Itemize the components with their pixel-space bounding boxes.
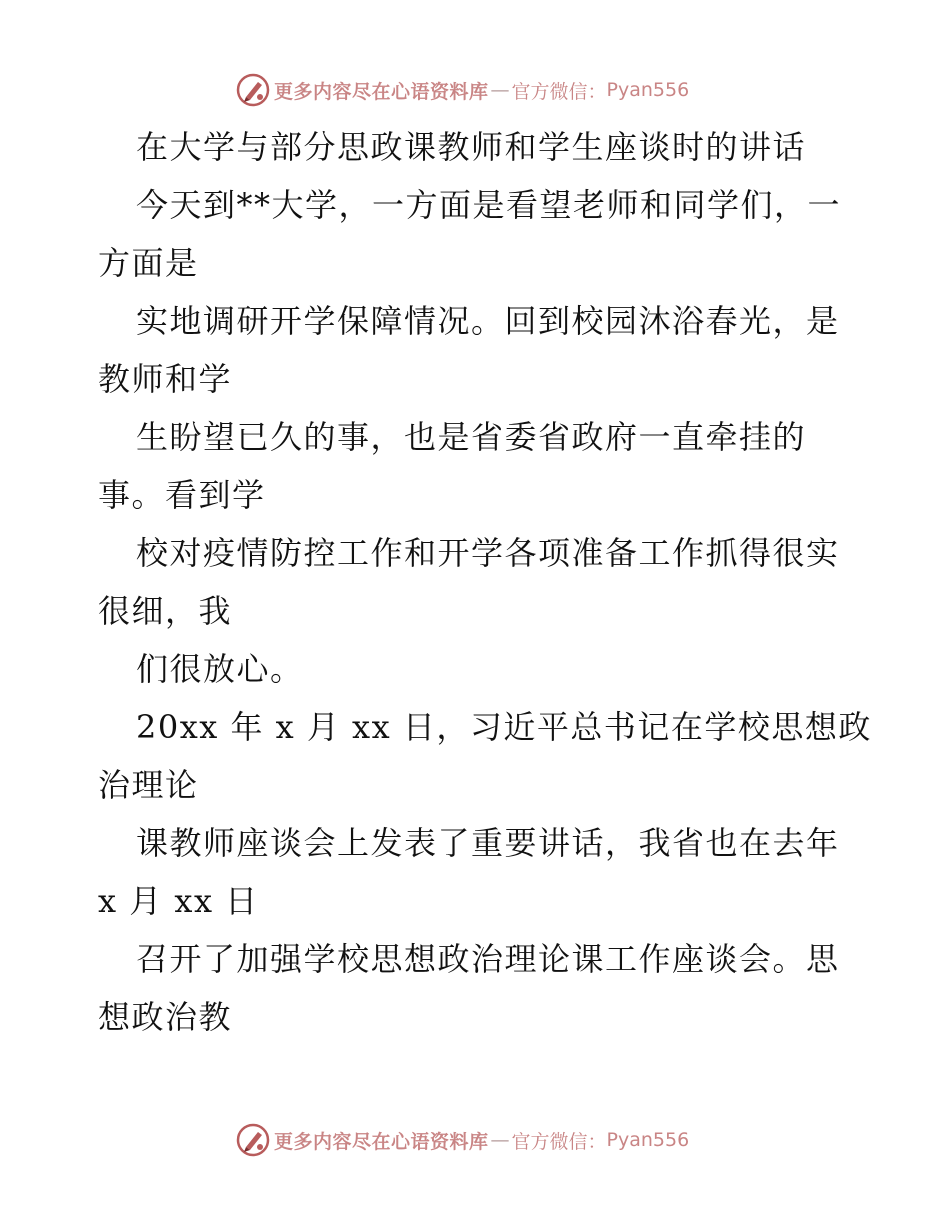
document-line: 想政治教 (98, 998, 233, 1036)
watermark-dash: — (490, 79, 510, 101)
document-body (98, 118, 872, 1046)
document-line: 教师和学 (98, 360, 233, 398)
document-title: 在大学与部分思政课教师和学生座谈时的讲话 (136, 128, 807, 166)
watermark-contact-id: Pyan556 (606, 1129, 690, 1151)
document-line: 召开了加强学校思想政治理论课工作座谈会。思 (136, 940, 840, 978)
document-line: 治理论 (98, 766, 199, 804)
watermark-contact-id: Pyan556 (606, 79, 690, 101)
document-line: 校对疫情防控工作和开学各项准备工作抓得很实 (136, 534, 840, 572)
watermark-dash: — (490, 1129, 510, 1151)
document-line: 20xx 年 x 月 xx 日，习近平总书记在学校思想政 (136, 708, 872, 746)
document-line: 方面是 (98, 244, 199, 282)
watermark-site-text: 更多内容尽在心语资料库 (274, 1130, 489, 1153)
pen-logo-icon (236, 73, 270, 107)
document-line: 实地调研开学保障情况。回到校园沐浴春光，是 (136, 302, 840, 340)
watermark-site-text: 更多内容尽在心语资料库 (274, 80, 489, 103)
document-line: 课教师座谈会上发表了重要讲话，我省也在去年 (136, 824, 840, 862)
pen-logo-icon (236, 1123, 270, 1157)
document-line: 很细，我 (98, 592, 233, 630)
footer-watermark (236, 1122, 689, 1158)
document-line: 事。看到学 (98, 476, 266, 514)
watermark-contact-label: 官方微信： (511, 80, 607, 103)
document-line: x 月 xx 日 (98, 882, 259, 920)
document-line: 生盼望已久的事，也是省委省政府一直牵挂的 (136, 418, 807, 456)
watermark-contact-label: 官方微信： (511, 1130, 607, 1153)
document-line: 们很放心。 (136, 650, 304, 688)
header-watermark (236, 72, 689, 108)
document-line: 今天到**大学，一方面是看望老师和同学们，一 (136, 186, 842, 224)
